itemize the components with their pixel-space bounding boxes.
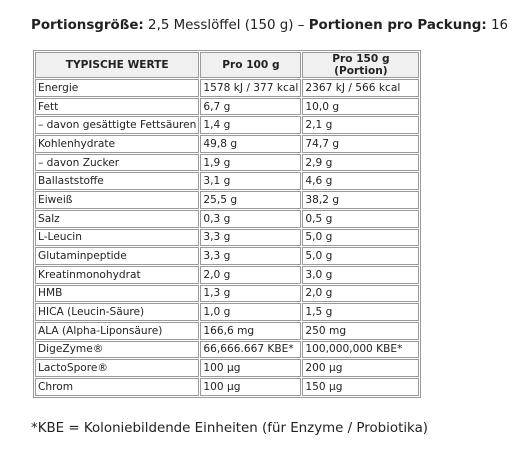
header-typical-values: TYPISCHE WERTE	[35, 52, 199, 78]
nutrition-table-body	[35, 79, 419, 396]
per-100g-cell: 6,7 g	[200, 98, 301, 116]
per-serving-cell: 38,2 g	[302, 191, 419, 209]
per-serving-cell: 150 µg	[302, 378, 419, 396]
table-row	[35, 116, 419, 134]
table-row	[35, 172, 419, 190]
per-serving-cell: 74,7 g	[302, 135, 419, 153]
per-100g-cell: 3,3 g	[200, 247, 301, 265]
per-100g-cell: 1,4 g	[200, 116, 301, 134]
per-100g-cell: 2,0 g	[200, 266, 301, 284]
table-row	[35, 135, 419, 153]
per-100g-cell: 1578 kJ / 377 kcal	[200, 79, 301, 97]
table-row	[35, 359, 419, 377]
table-row	[35, 79, 419, 97]
nutrient-name-cell: – davon gesättigte Fettsäuren	[35, 116, 199, 134]
per-serving-cell: 10,0 g	[302, 98, 419, 116]
nutrient-name-cell: Kreatinmonohydrat	[35, 266, 199, 284]
per-100g-cell: 0,3 g	[200, 210, 301, 228]
table-row	[35, 191, 419, 209]
per-serving-cell: 4,6 g	[302, 172, 419, 190]
nutrient-name-cell: Fett	[35, 98, 199, 116]
per-serving-cell: 100,000,000 KBE*	[302, 341, 419, 359]
table-row	[35, 247, 419, 265]
per-serving-cell: 2,0 g	[302, 285, 419, 303]
serving-size-value: 2,5 Messlöffel (150 g)	[148, 18, 294, 33]
table-row	[35, 322, 419, 340]
header-per-100g: Pro 100 g	[200, 52, 301, 78]
per-serving-cell: 250 mg	[302, 322, 419, 340]
per-serving-cell: 1,5 g	[302, 303, 419, 321]
per-serving-cell: 200 µg	[302, 359, 419, 377]
nutrient-name-cell: Glutaminpeptide	[35, 247, 199, 265]
servings-per-pack-value: 16	[490, 18, 509, 33]
nutrient-name-cell: HICA (Leucin-Säure)	[35, 303, 199, 321]
per-serving-cell: 2,9 g	[302, 154, 419, 172]
per-100g-cell: 166,6 mg	[200, 322, 301, 340]
per-serving-cell: 2,1 g	[302, 116, 419, 134]
per-100g-cell: 1,0 g	[200, 303, 301, 321]
table-header-row	[35, 52, 419, 78]
nutrient-name-cell: L-Leucin	[35, 229, 199, 247]
per-100g-cell: 1,3 g	[200, 285, 301, 303]
nutrient-name-cell: Ballaststoffe	[35, 172, 199, 190]
nutrient-name-cell: Salz	[35, 210, 199, 228]
table-row	[35, 229, 419, 247]
table-row	[35, 285, 419, 303]
header-per-serving: Pro 150 g (Portion)	[302, 52, 419, 78]
per-100g-cell: 100 µg	[200, 378, 301, 396]
table-row	[35, 341, 419, 359]
nutrient-name-cell: DigeZyme®	[35, 341, 199, 359]
nutrient-name-cell: – davon Zucker	[35, 154, 199, 172]
serving-info-line	[31, 18, 508, 33]
table-row	[35, 154, 419, 172]
nutrient-name-cell: Kohlenhydrate	[35, 135, 199, 153]
per-serving-cell: 5,0 g	[302, 229, 419, 247]
nutrition-table	[33, 50, 421, 398]
nutrient-name-cell: HMB	[35, 285, 199, 303]
serving-separator: –	[297, 18, 305, 33]
nutrient-name-cell: Eiweiß	[35, 191, 199, 209]
per-100g-cell: 3,3 g	[200, 229, 301, 247]
nutrient-name-cell: Chrom	[35, 378, 199, 396]
footnote: *KBE = Koloniebildende Einheiten (für Enzyme / Probiotika)	[31, 421, 428, 436]
per-100g-cell: 66,666.667 KBE*	[200, 341, 301, 359]
per-100g-cell: 3,1 g	[200, 172, 301, 190]
nutrient-name-cell: ALA (Alpha-Liponsäure)	[35, 322, 199, 340]
table-row	[35, 303, 419, 321]
nutrient-name-cell: LactoSpore®	[35, 359, 199, 377]
per-100g-cell: 1,9 g	[200, 154, 301, 172]
serving-size-label: Portionsgröße:	[31, 18, 144, 33]
table-row	[35, 98, 419, 116]
table-row	[35, 378, 419, 396]
servings-per-pack-label: Portionen pro Packung:	[308, 18, 487, 33]
per-serving-cell: 2367 kJ / 566 kcal	[302, 79, 419, 97]
per-serving-cell: 3,0 g	[302, 266, 419, 284]
per-100g-cell: 25,5 g	[200, 191, 301, 209]
table-row	[35, 266, 419, 284]
per-100g-cell: 100 µg	[200, 359, 301, 377]
nutrient-name-cell: Energie	[35, 79, 199, 97]
per-serving-cell: 0,5 g	[302, 210, 419, 228]
per-100g-cell: 49,8 g	[200, 135, 301, 153]
per-serving-cell: 5,0 g	[302, 247, 419, 265]
table-row	[35, 210, 419, 228]
